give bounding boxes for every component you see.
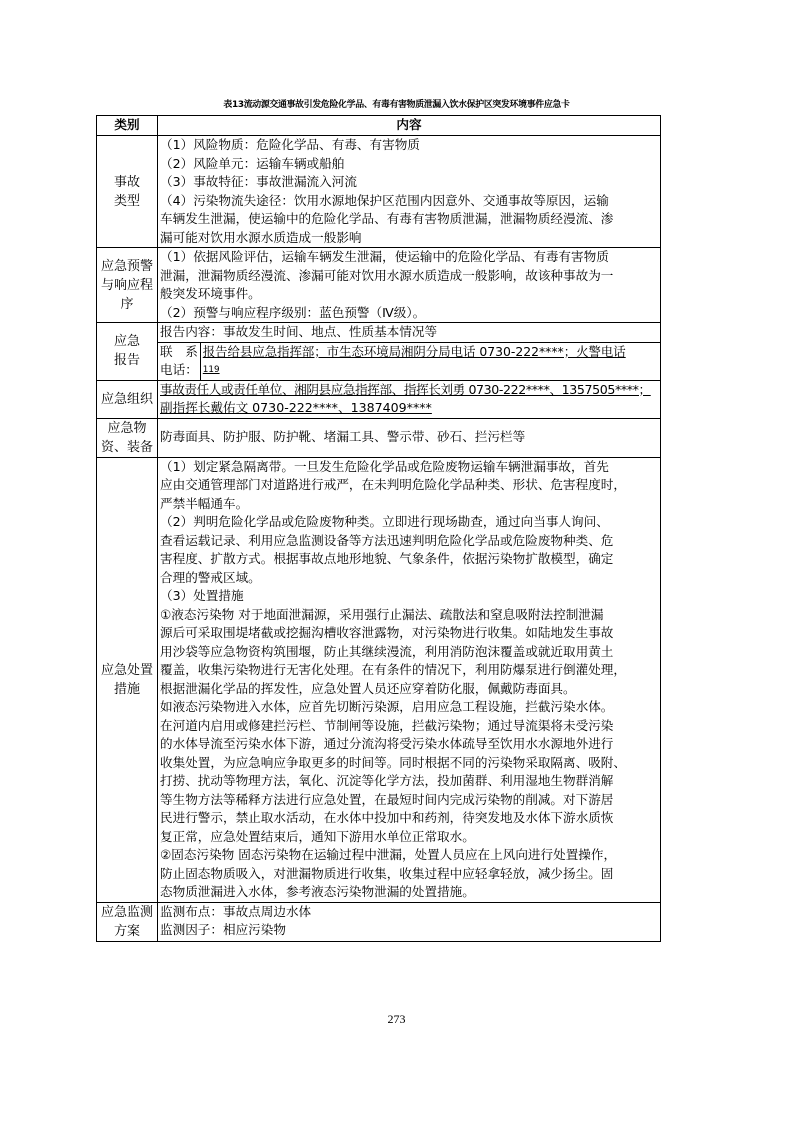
- row-content-measures: （1）划定紧急隔离带。一旦发生危险化学品或危险废物运输车辆泄漏事故，首先 应由交通管理部门对道路进行戒严，在未判明危险化学品种类、形状、危害程度时， 严禁半幅通车。 （2）判明危险化学品或危险废物种类。立即进行现场勘查，通过向当事人询问、 查看运载记录、利用应急监测设备等方法迅速判明危险化学品或危险废物种类、危 害程度、扩散方式。根据事故点地形地貌、气象条件，依据污染物扩散模型，确定 合理的警戒区域。 （3）处置措施 ①液态污染物 对于地面泄漏源，采用强行止漏法、疏散法和窒息吸附法控制泄漏 源后可采取围堤堵截或挖掘沟槽收容泄露物，对污染物进行收集。如陆地发生事故 用沙袋等应急物资构筑围堰，防止其继续漫流，利用消防泡沫覆盖或就近取用黄土 覆盖，收集污染物进行无害化处理。在有条件的情况下，利用防爆泵进行倒灌处理， 根据泄漏化学品的挥发性，应急处置人员还应穿着防化服，佩戴防毒面具。 如液态污染物进入水体，应首先切断污染源，启用应急工程设施，拦截污染水体。 在河道内启用或修建拦污栏、节制闸等设施，拦截污染物；通过导流渠将未受污染 的水体导流至污染水体下游，通过分流沟将受污染水体疏导至饮用水水源地外进行 收集处置，为应急响应争取更多的时间等。同时根据不同的污染物采取隔离、吸附、 打捞、扰动等物理方法，氧化、沉淀等化学方法，投加菌群、利用湿地生物群消解 等生物方法等稀释方法进行应急处置，在最短时间内完成污染物的削减。对下游居 民进行警示，禁止取水活动，在水体中投加中和药剂，待突发地及水体下游水质恢 复正常，应急处置结束后，通知下游用水单位正常取水。 ②固态污染物 固态污染物在运输过程中泄漏，处置人员应在上风向进行处置操作， 防止固态物质吸入，对泄漏物质进行收集，收集过程中应轻拿轻放，减少扬尘。固 态物质泄漏进入水体，参考液态污染物泄漏的处置措施。: [158, 457, 661, 902]
- row-content-materials: 防毒面具、防护服、防护靴、堵漏工具、警示带、砂石、拦污栏等: [158, 418, 661, 457]
- table-row: [97, 323, 661, 381]
- row-label-materials: 应急物 资、装备: [97, 418, 158, 457]
- report-contact: [158, 343, 660, 380]
- contact-label: 联 系 电话：: [158, 343, 201, 380]
- row-label-measures: 应急处置 措施: [97, 457, 158, 902]
- table-row: [97, 136, 661, 248]
- contact-value: 报告给县应急指挥部；市生态环境局湘阴分局电话 0730-222****；火警电话 119: [202, 343, 626, 375]
- row-label-event-type: 事故 类型: [97, 136, 158, 248]
- row-content-monitoring: 监测布点：事故点周边水体 监测因子：相应污染物: [158, 902, 661, 941]
- row-label-organization: 应急组织: [97, 380, 158, 418]
- header-category: 类别: [97, 116, 158, 136]
- report-content: 报告内容：事故发生时间、地点、性质基本情况等: [160, 324, 438, 339]
- table-row: [97, 248, 661, 323]
- emergency-card-table: [96, 115, 661, 942]
- table-title: 表13流动源交通事故引发危险化学品、有毒有害物质泄漏入饮水保护区突发环境事件应急卡: [223, 100, 570, 110]
- table-header-row: [97, 116, 661, 136]
- row-content-organization: 事故责任人或责任单位、湘阴县应急指挥部、指挥长刘勇 0730-222****、1357505****； 副指挥长戴佑文 0730-222****、1387409****: [158, 380, 661, 418]
- table-row: [97, 457, 661, 902]
- row-label-monitoring: 应急监测 方案: [97, 902, 158, 941]
- table-row: [97, 380, 661, 418]
- page-number: 273: [387, 1012, 406, 1026]
- row-content-report: [158, 323, 661, 381]
- row-label-warning: 应急预警 与响应程 序: [97, 248, 158, 323]
- table-row: [97, 902, 661, 941]
- header-content: 内容: [158, 116, 661, 136]
- row-content-warning: （1）依据风险评估，运输车辆发生泄漏，使运输中的危险化学品、有毒有害物质 泄漏，泄漏物质经漫流、渗漏可能对饮用水源水质造成一般影响，故该种事故为一 般突发环境事件。 （2）预警与响应程序级别：蓝色预警（Ⅳ级）。: [158, 248, 661, 323]
- table-row: [97, 418, 661, 457]
- row-content-event-type: （1）风险物质：危险化学品、有毒、有害物质 （2）风险单元：运输车辆或船舶 （3）事故特征：事故泄漏流入河流 （4）污染物流失途径：饮用水源地保护区范围内因意外、交通事故等原因，运输 车辆发生泄漏，使运输中的危险化学品、有毒有害物质泄漏，泄漏物质经漫流、渗 漏可能对饮用水源水质造成一般影响: [158, 136, 661, 248]
- row-label-report: 应急 报告: [97, 323, 158, 381]
